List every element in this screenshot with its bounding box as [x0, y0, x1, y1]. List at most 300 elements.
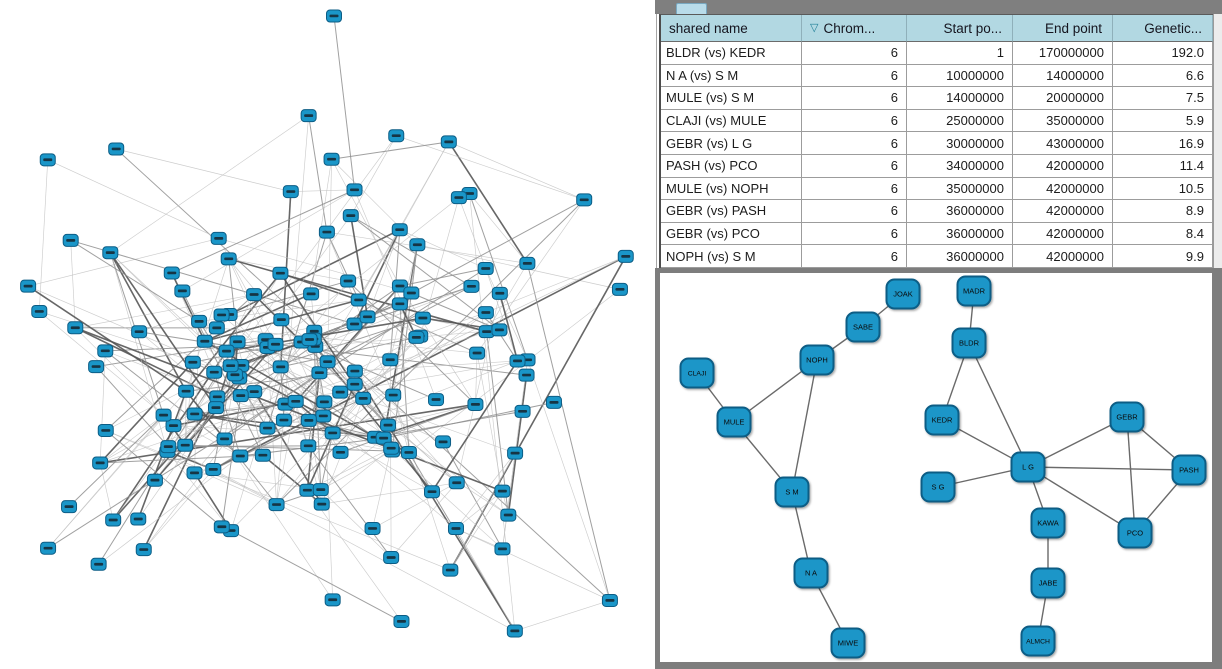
network-node[interactable]	[273, 267, 288, 279]
network-node[interactable]	[314, 498, 329, 510]
network-node-label	[316, 488, 325, 491]
table-cell[interactable]: GEBR (vs) L G	[661, 132, 802, 155]
network-node-label	[330, 15, 339, 18]
network-node-label	[135, 330, 144, 333]
network-node[interactable]	[515, 405, 530, 417]
network-node[interactable]	[131, 513, 146, 525]
network-node-label	[350, 370, 359, 373]
network-node[interactable]	[492, 287, 507, 299]
network-node[interactable]	[356, 392, 371, 404]
network-node-label	[276, 366, 285, 369]
network-node-label: NOPH	[806, 355, 828, 365]
network-node[interactable]	[776, 478, 809, 507]
table-panel-divider	[656, 14, 657, 268]
network-node[interactable]	[98, 424, 113, 436]
network-node[interactable]	[147, 474, 162, 486]
table-cell[interactable]: NOPH (vs) S M	[661, 245, 802, 268]
network-node[interactable]	[451, 192, 466, 204]
network-node-label	[498, 548, 507, 551]
network-edge	[321, 451, 392, 490]
network-edge[interactable]	[1127, 417, 1135, 533]
network-node-label	[549, 401, 558, 404]
network-node-label	[65, 505, 74, 508]
table-cell[interactable]: 35000000	[907, 178, 1013, 201]
network-node-label	[395, 285, 404, 288]
network-node-label	[439, 441, 448, 444]
network-node[interactable]	[1173, 456, 1206, 485]
network-node-label	[495, 328, 504, 331]
table-cell[interactable]: 42000000	[1013, 223, 1113, 246]
network-node-label	[96, 462, 105, 465]
network-node[interactable]	[98, 345, 113, 357]
table-cell[interactable]: 42000000	[1013, 200, 1113, 223]
table-cell[interactable]: 6	[802, 132, 907, 155]
network-node[interactable]	[317, 396, 332, 408]
network-node[interactable]	[410, 239, 425, 251]
network-node[interactable]	[211, 232, 226, 244]
table-cell[interactable]: 6	[802, 65, 907, 88]
table-cell[interactable]: CLAJI (vs) MULE	[661, 110, 802, 133]
network-node-label	[605, 599, 614, 602]
network-node-label	[190, 413, 199, 416]
network-node[interactable]	[618, 250, 633, 262]
network-node-label	[621, 255, 630, 258]
table-row[interactable]	[661, 155, 1213, 178]
network-node-label	[43, 158, 52, 161]
network-node[interactable]	[333, 386, 348, 398]
network-node-label	[212, 326, 221, 329]
network-node[interactable]	[510, 355, 525, 367]
network-node-label	[277, 318, 286, 321]
network-node-label: KAWA	[1037, 518, 1059, 528]
network-node[interactable]	[718, 408, 751, 437]
network-node-label	[233, 340, 242, 343]
column-header-label: Start po...	[943, 20, 1002, 36]
network-node[interactable]	[507, 625, 522, 637]
table-cell[interactable]: 6	[802, 178, 907, 201]
network-node[interactable]	[470, 347, 485, 359]
network-node[interactable]	[1111, 403, 1144, 432]
table-cell[interactable]: MULE (vs) S M	[661, 87, 802, 110]
table-cell[interactable]: 6	[802, 245, 907, 268]
network-node[interactable]	[283, 186, 298, 198]
network-node-label	[291, 400, 300, 403]
table-cell[interactable]: BLDR (vs) KEDR	[661, 42, 802, 65]
network-node-label	[413, 243, 422, 246]
network-node-label	[481, 267, 490, 270]
network-node[interactable]	[495, 543, 510, 555]
network-node[interactable]	[268, 338, 283, 350]
network-node-label	[452, 481, 461, 484]
network-node-label	[446, 569, 455, 572]
network-node-label	[263, 427, 272, 430]
network-node[interactable]	[887, 280, 920, 309]
network-node[interactable]	[208, 402, 223, 414]
network-node[interactable]	[312, 367, 327, 379]
network-node[interactable]	[325, 594, 340, 606]
network-node-label: PASH	[1179, 465, 1199, 475]
network-node[interactable]	[109, 143, 124, 155]
network-node[interactable]	[501, 509, 516, 521]
network-edge[interactable]	[792, 360, 817, 492]
table-cell[interactable]: 6	[802, 155, 907, 178]
table-cell[interactable]: 16.9	[1113, 132, 1213, 155]
network-node-label	[101, 429, 110, 432]
table-cell[interactable]: MULE (vs) NOPH	[661, 178, 802, 201]
table-row[interactable]	[661, 87, 1213, 110]
network-node[interactable]	[91, 558, 106, 570]
network-node[interactable]	[384, 552, 399, 564]
network-node[interactable]	[319, 226, 334, 238]
network-node[interactable]	[316, 410, 331, 422]
network-edge	[231, 531, 401, 622]
network-edge	[456, 529, 610, 601]
network-node[interactable]	[207, 366, 222, 378]
network-node[interactable]	[492, 324, 507, 336]
network-node[interactable]	[40, 154, 55, 166]
network-edge	[48, 160, 219, 239]
network-node[interactable]	[425, 486, 440, 498]
network-node[interactable]	[156, 409, 171, 421]
table-cell[interactable]: 1	[907, 42, 1013, 65]
network-node-label	[407, 292, 416, 295]
table-row[interactable]	[661, 42, 1213, 65]
column-header[interactable]	[1013, 15, 1113, 42]
network-node-label	[336, 451, 345, 454]
network-node-label	[336, 391, 345, 394]
network-node-label	[236, 455, 245, 458]
network-node[interactable]	[847, 313, 880, 342]
network-edge	[309, 116, 327, 232]
table-cell[interactable]: 11.4	[1113, 155, 1213, 178]
network-node[interactable]	[384, 442, 399, 454]
subnetwork-canvas[interactable]	[660, 273, 1212, 662]
network-node[interactable]	[273, 361, 288, 373]
network-node[interactable]	[209, 322, 224, 334]
table-cell[interactable]: PASH (vs) PCO	[661, 155, 802, 178]
network-node[interactable]	[106, 514, 121, 526]
filter-icon[interactable]: ▽	[810, 21, 819, 34]
table-cell[interactable]: 42000000	[1013, 178, 1113, 201]
network-node[interactable]	[468, 398, 483, 410]
network-node[interactable]	[347, 378, 362, 390]
network-node[interactable]	[187, 408, 202, 420]
table-cell[interactable]: 9.9	[1113, 245, 1213, 268]
network-node[interactable]	[63, 234, 78, 246]
network-node[interactable]	[1012, 453, 1045, 482]
table-cell[interactable]: 192.0	[1113, 42, 1213, 65]
network-node[interactable]	[392, 298, 407, 310]
network-node[interactable]	[958, 277, 991, 306]
network-node-label	[181, 444, 190, 447]
network-edge[interactable]	[969, 343, 1028, 467]
network-node[interactable]	[441, 136, 456, 148]
table-cell[interactable]: 6	[802, 200, 907, 223]
network-edge[interactable]	[1028, 467, 1189, 470]
table-cell[interactable]: 25000000	[907, 110, 1013, 133]
network-node[interactable]	[602, 594, 617, 606]
network-node[interactable]	[1032, 509, 1065, 538]
table-cell[interactable]: 8.4	[1113, 223, 1213, 246]
network-node[interactable]	[41, 542, 56, 554]
subnetwork-canvas-wrap	[660, 273, 1212, 662]
network-node[interactable]	[274, 314, 289, 326]
network-node[interactable]	[478, 263, 493, 275]
column-header[interactable]	[1113, 15, 1213, 42]
network-node[interactable]	[520, 257, 535, 269]
network-node-label	[164, 445, 173, 448]
network-edge	[116, 149, 291, 192]
network-node[interactable]	[233, 390, 248, 402]
network-node[interactable]	[327, 10, 342, 22]
network-node[interactable]	[247, 289, 262, 301]
table-cell[interactable]: 42000000	[1013, 155, 1113, 178]
network-node[interactable]	[301, 110, 316, 122]
network-node-label	[412, 336, 421, 339]
network-node[interactable]	[343, 210, 358, 222]
network-node-label	[271, 343, 280, 346]
table-row[interactable]	[661, 200, 1213, 223]
network-node[interactable]	[223, 360, 238, 372]
network-node-label: S G	[931, 482, 945, 492]
table-cell[interactable]: 170000000	[1013, 42, 1113, 65]
network-node-label	[272, 503, 281, 506]
table-row[interactable]	[661, 65, 1213, 88]
network-node[interactable]	[1032, 569, 1065, 598]
table-row[interactable]	[661, 132, 1213, 155]
network-node[interactable]	[508, 447, 523, 459]
network-node-label	[305, 338, 314, 341]
network-node[interactable]	[1022, 627, 1055, 656]
network-node[interactable]	[185, 356, 200, 368]
network-node[interactable]	[219, 345, 234, 357]
network-edge	[310, 286, 472, 339]
network-node[interactable]	[360, 311, 375, 323]
table-cell[interactable]: 5.9	[1113, 110, 1213, 133]
table-cell[interactable]: 36000000	[907, 245, 1013, 268]
network-node[interactable]	[260, 422, 275, 434]
network-edge	[470, 194, 528, 264]
network-node-label	[188, 361, 197, 364]
network-edge	[508, 375, 526, 515]
network-node[interactable]	[197, 335, 212, 347]
network-node-label	[615, 288, 624, 291]
network-node[interactable]	[577, 194, 592, 206]
table-row[interactable]	[661, 245, 1213, 268]
network-node[interactable]	[300, 484, 315, 496]
network-node[interactable]	[381, 419, 396, 431]
network-node-label: SABE	[852, 322, 874, 332]
table-cell[interactable]: 6	[802, 110, 907, 133]
network-node[interactable]	[448, 523, 463, 535]
network-node[interactable]	[301, 440, 316, 452]
network-edge	[477, 353, 502, 491]
network-node[interactable]	[21, 280, 36, 292]
network-node[interactable]	[62, 501, 77, 513]
table-tab[interactable]	[676, 3, 707, 14]
attribute-table	[659, 14, 1213, 268]
table-cell[interactable]: 43000000	[1013, 132, 1113, 155]
network-node-label	[404, 451, 413, 454]
network-node[interactable]	[404, 287, 419, 299]
network-node[interactable]	[386, 389, 401, 401]
network-node[interactable]	[394, 615, 409, 627]
network-node-label	[359, 397, 368, 400]
network-node-label	[112, 148, 121, 151]
network-edge	[110, 116, 308, 253]
table-cell[interactable]: 36000000	[907, 223, 1013, 246]
network-node[interactable]	[612, 283, 627, 295]
network-node-label	[310, 330, 319, 333]
network-node-label	[304, 419, 313, 422]
network-node[interactable]	[32, 305, 47, 317]
network-node[interactable]	[269, 499, 284, 511]
table-row[interactable]	[661, 110, 1213, 133]
table-cell[interactable]: 8.9	[1113, 200, 1213, 223]
network-node[interactable]	[443, 564, 458, 576]
network-edge	[528, 360, 610, 601]
network-node[interactable]	[255, 449, 270, 461]
network-node[interactable]	[221, 253, 236, 265]
network-node-label	[319, 415, 328, 418]
table-cell[interactable]: 14000000	[907, 87, 1013, 110]
network-node[interactable]	[1119, 519, 1152, 548]
network-node[interactable]	[206, 463, 221, 475]
network-node[interactable]	[347, 365, 362, 377]
network-node-label	[250, 390, 259, 393]
network-node[interactable]	[302, 334, 317, 346]
network-node[interactable]	[436, 436, 451, 448]
network-node[interactable]	[103, 247, 118, 259]
network-node[interactable]	[288, 395, 303, 407]
network-node[interactable]	[365, 522, 380, 534]
network-node-label	[250, 293, 259, 296]
network-node[interactable]	[214, 521, 229, 533]
network-node[interactable]	[495, 485, 510, 497]
network-node[interactable]	[926, 406, 959, 435]
table-cell[interactable]: 42000000	[1013, 245, 1113, 268]
network-node[interactable]	[247, 386, 262, 398]
network-node[interactable]	[179, 385, 194, 397]
network-node[interactable]	[324, 153, 339, 165]
table-cell[interactable]: 36000000	[907, 200, 1013, 223]
network-node[interactable]	[132, 326, 147, 338]
network-node[interactable]	[178, 439, 193, 451]
network-node[interactable]	[389, 130, 404, 142]
network-node[interactable]	[681, 359, 714, 388]
network-node[interactable]	[449, 477, 464, 489]
network-node-label	[315, 371, 324, 374]
network-node[interactable]	[68, 322, 83, 334]
network-edge	[48, 269, 486, 549]
network-edge	[486, 256, 626, 312]
table-cell[interactable]: 6	[802, 223, 907, 246]
network-node[interactable]	[519, 369, 534, 381]
network-node[interactable]	[801, 346, 834, 375]
network-node[interactable]	[217, 433, 232, 445]
network-node[interactable]	[192, 315, 207, 327]
network-node[interactable]	[429, 394, 444, 406]
table-cell[interactable]: 6.6	[1113, 65, 1213, 88]
network-node-label: GEBR	[1116, 412, 1138, 422]
network-node[interactable]	[415, 312, 430, 324]
table-cell[interactable]: 20000000	[1013, 87, 1113, 110]
network-node[interactable]	[187, 467, 202, 479]
network-node[interactable]	[347, 184, 362, 196]
network-node[interactable]	[795, 559, 828, 588]
table-cell[interactable]: 6	[802, 42, 907, 65]
table-cell[interactable]: GEBR (vs) PASH	[661, 200, 802, 223]
network-edge	[327, 232, 527, 263]
network-node[interactable]	[478, 307, 493, 319]
network-node[interactable]	[325, 427, 340, 439]
network-node[interactable]	[313, 484, 328, 496]
network-node[interactable]	[136, 544, 151, 556]
network-node[interactable]	[832, 629, 865, 658]
network-node[interactable]	[546, 396, 561, 408]
column-header-label: Chrom...	[823, 20, 876, 36]
table-row[interactable]	[661, 223, 1213, 246]
network-node[interactable]	[93, 457, 108, 469]
network-node[interactable]	[89, 361, 104, 373]
table-cell[interactable]: 10.5	[1113, 178, 1213, 201]
network-node[interactable]	[210, 391, 225, 403]
network-node[interactable]	[301, 414, 316, 426]
network-node[interactable]	[214, 309, 229, 321]
network-node[interactable]	[922, 473, 955, 502]
network-node-label	[167, 272, 176, 275]
network-node-label	[350, 188, 359, 191]
network-node-label	[307, 293, 316, 296]
table-cell[interactable]: 14000000	[1013, 65, 1113, 88]
network-node[interactable]	[161, 441, 176, 453]
network-node-label	[182, 390, 191, 393]
network-node[interactable]	[409, 331, 424, 343]
hairball-edges	[28, 16, 626, 631]
table-cell[interactable]: 7.5	[1113, 87, 1213, 110]
table-scrollbar-track[interactable]	[1213, 14, 1222, 268]
table-cell[interactable]: N A (vs) S M	[661, 65, 802, 88]
table-cell[interactable]: 30000000	[907, 132, 1013, 155]
network-node-label	[94, 563, 103, 566]
table-cell[interactable]: 35000000	[1013, 110, 1113, 133]
network-node[interactable]	[304, 288, 319, 300]
network-node[interactable]	[351, 294, 366, 306]
network-node[interactable]	[164, 267, 179, 279]
network-node[interactable]	[320, 356, 335, 368]
network-node[interactable]	[392, 224, 407, 236]
table-cell[interactable]: 34000000	[907, 155, 1013, 178]
network-node[interactable]	[464, 280, 479, 292]
network-node[interactable]	[333, 446, 348, 458]
column-header[interactable]	[802, 15, 907, 42]
table-cell[interactable]: 10000000	[907, 65, 1013, 88]
network-node-label: BLDR	[958, 338, 980, 348]
network-node[interactable]	[341, 275, 356, 287]
network-node[interactable]	[233, 450, 248, 462]
network-node[interactable]	[276, 414, 291, 426]
network-node[interactable]	[175, 285, 190, 297]
network-node[interactable]	[953, 329, 986, 358]
network-node-label	[522, 374, 531, 377]
network-node[interactable]	[401, 446, 416, 458]
column-header[interactable]	[907, 15, 1013, 42]
table-row[interactable]	[661, 178, 1213, 201]
column-header[interactable]	[661, 15, 802, 42]
network-node[interactable]	[383, 354, 398, 366]
table-cell[interactable]: 6	[802, 87, 907, 110]
table-cell[interactable]: GEBR (vs) PCO	[661, 223, 802, 246]
